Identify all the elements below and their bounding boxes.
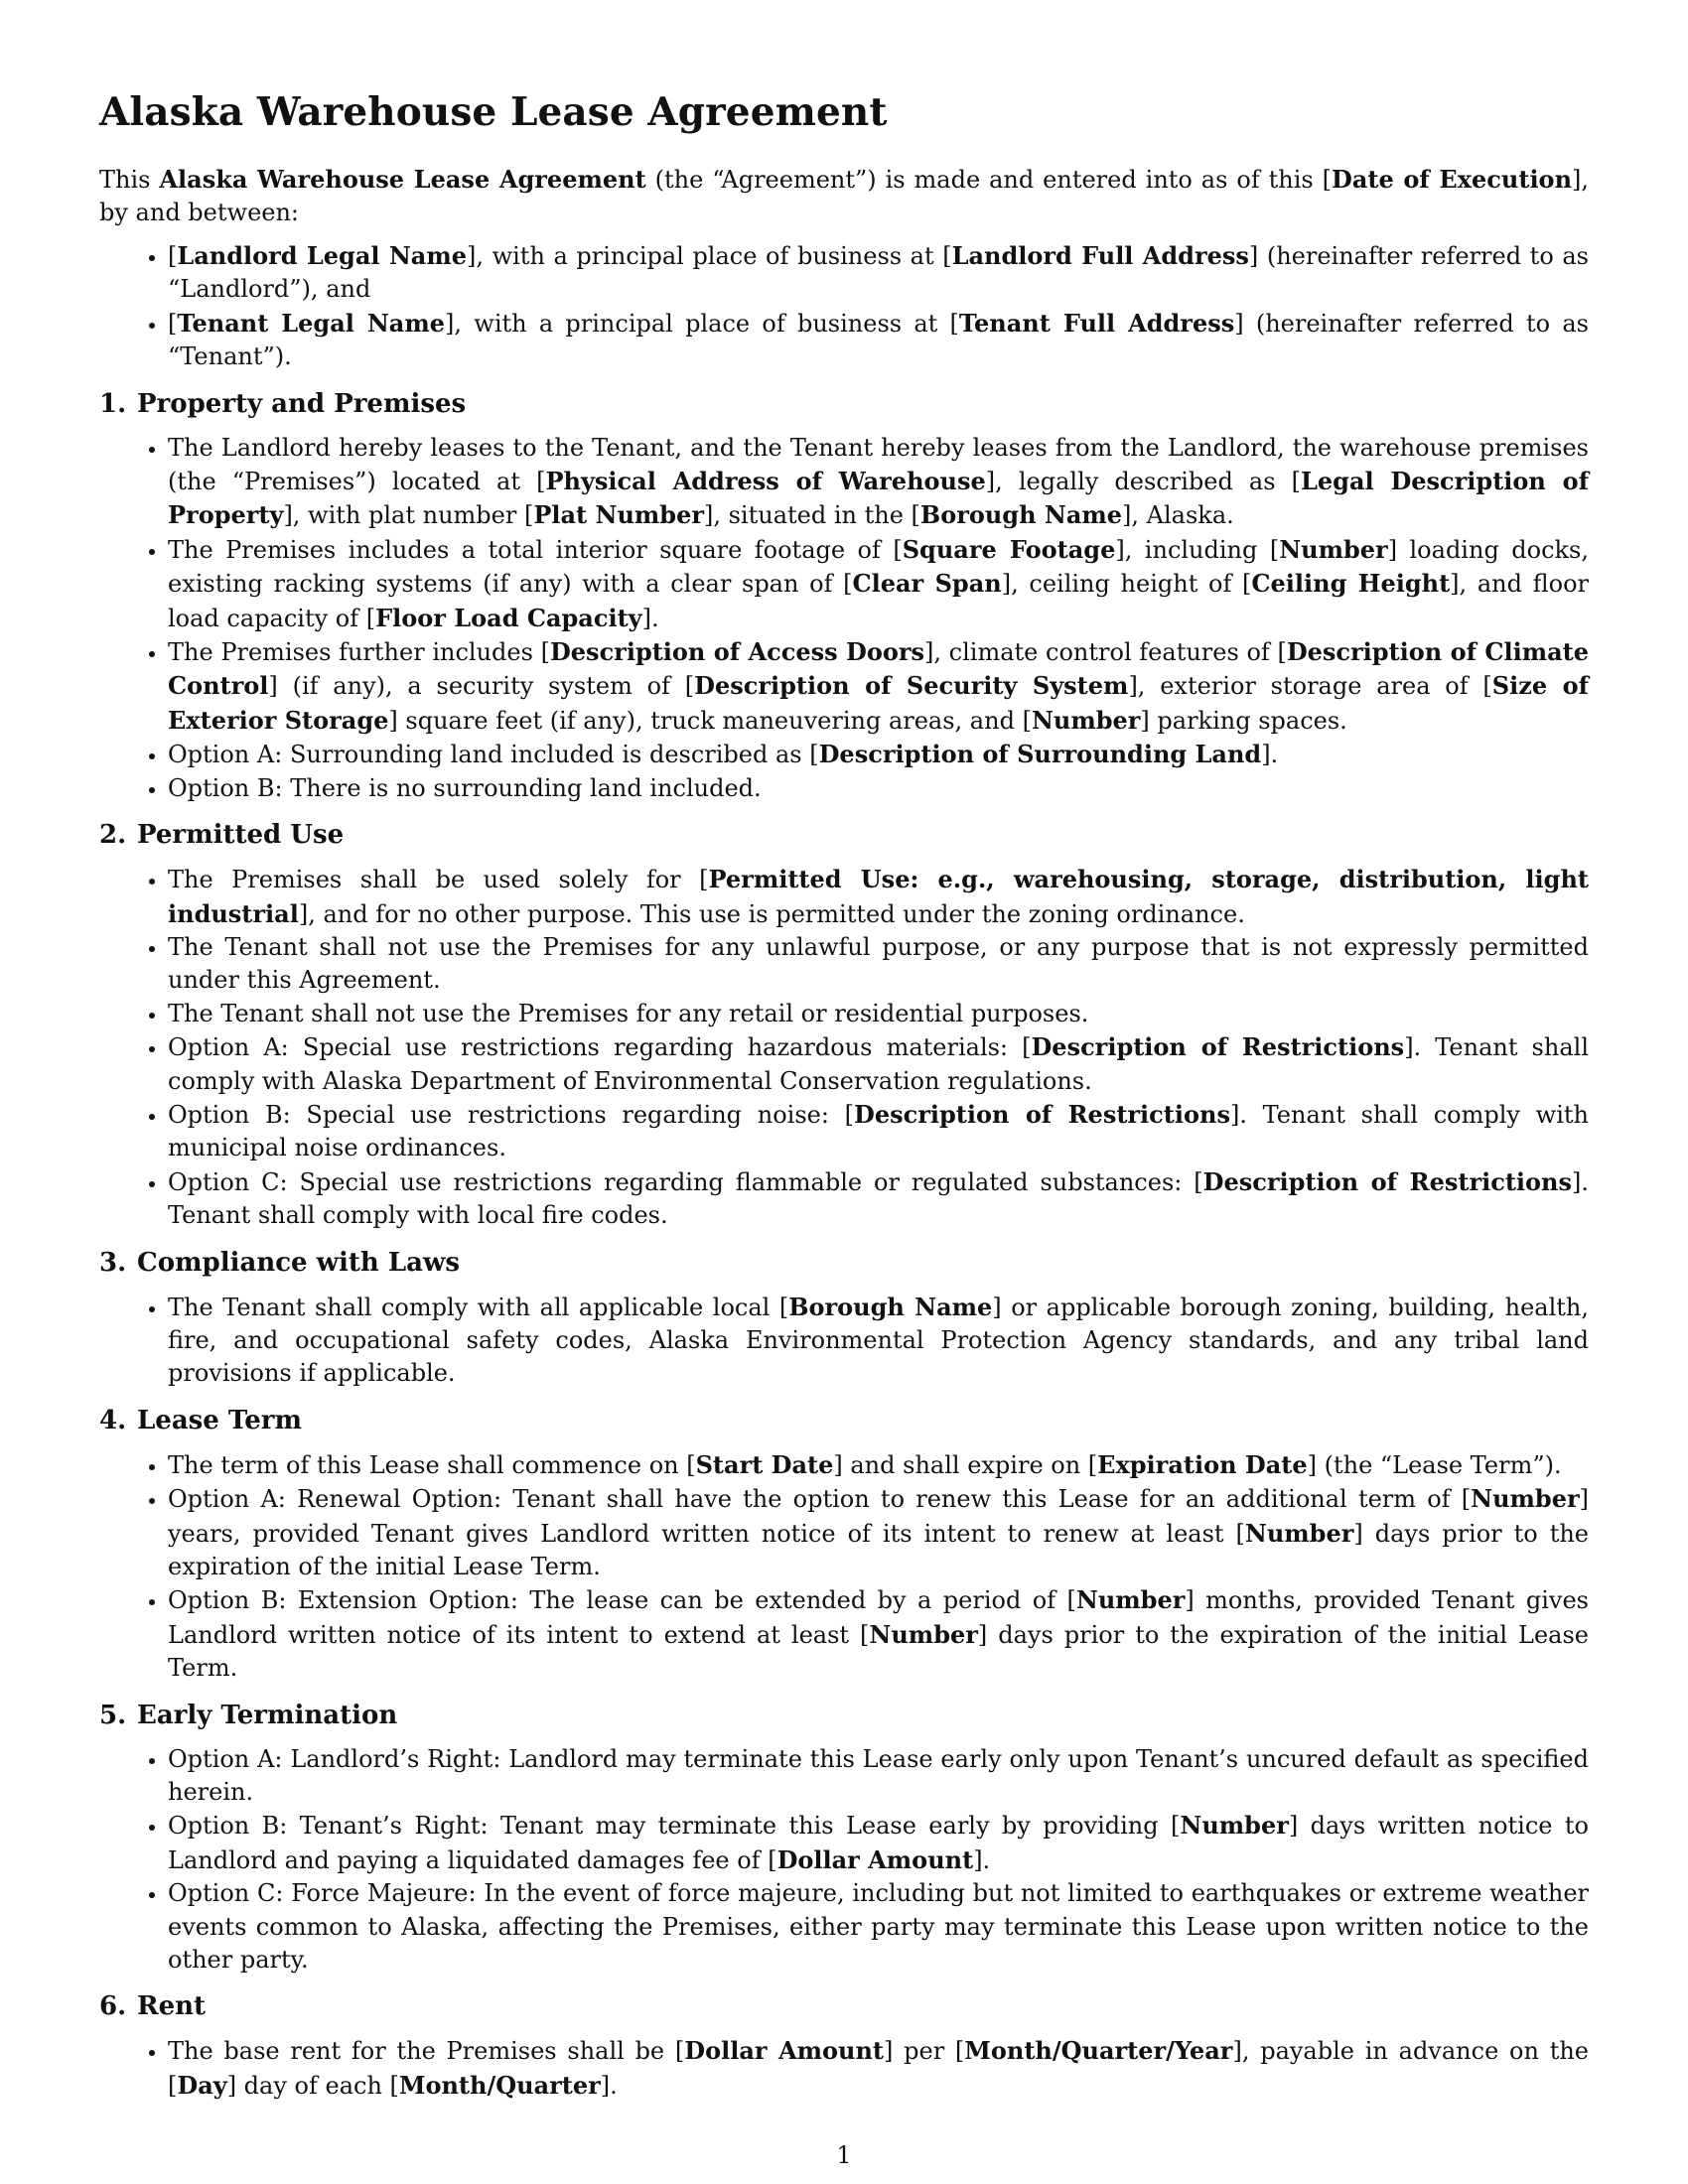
- placeholder-field: Alaska Warehouse Lease Agreement: [159, 165, 646, 194]
- text-run: ], including [: [1115, 535, 1280, 564]
- party-item: [168, 239, 1589, 307]
- text-run: Option B: Tenant’s Right: Tenant may terminate this Lease early by providing [: [168, 1812, 1181, 1841]
- text-run: ].: [600, 2071, 618, 2100]
- text-run: Option A: Surrounding land included is described as [: [168, 741, 819, 769]
- document-page: [99, 87, 1589, 2115]
- text-run: ] days written notice to Landlord and paying a liquidated damages fee of [: [168, 1812, 1589, 1874]
- text-run: Option A: Renewal Option: Tenant shall have the option to renew this Lease for an additional term of [: [168, 1485, 1472, 1514]
- section-list: [99, 1743, 1589, 1978]
- text-run: ], with a principal place of business at [: [445, 309, 959, 338]
- list-item: [168, 1743, 1589, 1810]
- section-title: Lease Term: [137, 1405, 303, 1435]
- text-run: ] days prior to the expiration of the initial Lease Term.: [168, 1620, 1590, 1683]
- intro-paragraph: [99, 163, 1589, 229]
- text-run: Option B: There is no surrounding land included.: [168, 773, 762, 802]
- text-run: ] (the “Lease Term”).: [1307, 1450, 1562, 1479]
- list-item: [168, 772, 1589, 805]
- text-run: ], Alaska.: [1122, 501, 1234, 530]
- section-list: [99, 1291, 1589, 1391]
- placeholder-field: Landlord Legal Name: [177, 241, 467, 270]
- placeholder-field: Number: [1471, 1484, 1580, 1514]
- text-run: The Landlord hereby leases to the Tenant, and the Tenant hereby leases from the Landlord, the warehouse premises (the “Premises”) located at [: [168, 433, 1589, 496]
- text-run: The term of this Lease shall commence on [: [168, 1450, 696, 1479]
- list-item: [168, 635, 1589, 738]
- placeholder-field: Number: [1180, 1811, 1289, 1841]
- section-heading: [99, 817, 1589, 853]
- placeholder-field: Permitted Use: e.g., warehousing, storage, distribution, light industrial: [168, 865, 1589, 928]
- placeholder-field: Description of Surrounding Land: [818, 740, 1262, 769]
- parties-list: [99, 239, 1589, 374]
- placeholder-field: Day: [177, 2070, 227, 2100]
- list-item: [168, 1165, 1589, 1233]
- text-run: ], with a principal place of business at [: [466, 242, 952, 270]
- text-run: ] or applicable borough zoning, building, health, fire, and occupational safety codes, Alaska Environmental Protection Agency standards, and any tribal land provisions if applicable.: [168, 1293, 1589, 1388]
- placeholder-field: Clear Span: [852, 569, 1002, 599]
- placeholder-field: Description of Security System: [694, 671, 1129, 701]
- placeholder-field: Legal Description of Property: [168, 467, 1590, 530]
- section-heading: [99, 1245, 1589, 1281]
- section-heading: [99, 1698, 1589, 1733]
- text-run: The Tenant shall not use the Premises for any unlawful purpose, or any purpose that is not expressly permitted under this Agreement.: [168, 932, 1589, 995]
- section-number: 3.: [99, 1247, 127, 1278]
- placeholder-field: Date of Execution: [1332, 165, 1573, 194]
- text-run: This: [99, 166, 160, 194]
- text-run: ], and floor load capacity of [: [168, 570, 1590, 632]
- text-run: Option B: Extension Option: The lease can be extended by a period of [: [168, 1586, 1076, 1615]
- list-item: [168, 1482, 1589, 1583]
- section-heading: [99, 1403, 1589, 1438]
- section-heading: [99, 1988, 1589, 2024]
- placeholder-field: Month/Quarter/Year: [964, 2036, 1233, 2066]
- text-run: Option A: Landlord’s Right: Landlord may terminate this Lease early only upon Tenant’s uncured default as specified herein.: [168, 1744, 1589, 1807]
- placeholder-field: Physical Address of Warehouse: [545, 467, 986, 496]
- text-run: ]. Tenant shall comply with local fire codes.: [168, 1167, 1589, 1230]
- list-item: [168, 1291, 1589, 1391]
- placeholder-field: Number: [869, 1619, 978, 1649]
- placeholder-field: Month/Quarter: [398, 2070, 601, 2100]
- text-run: ] months, provided Tenant gives Landlord written notice of its intent to extend at least [: [168, 1586, 1589, 1649]
- section-title: Rent: [137, 1991, 207, 2022]
- list-item: [168, 1877, 1589, 1977]
- section-number: 2.: [99, 820, 127, 851]
- text-run: ] (if any), a security system of [: [268, 672, 695, 701]
- text-run: ], by and between:: [99, 166, 1590, 226]
- placeholder-field: Floor Load Capacity: [375, 603, 642, 632]
- text-run: [: [168, 242, 178, 270]
- section-number: 1.: [99, 388, 127, 419]
- text-run: ]. Tenant shall comply with municipal noise ordinances.: [168, 1100, 1589, 1162]
- section-heading: [99, 386, 1589, 422]
- list-item: [168, 1098, 1589, 1165]
- text-run: ], and for no other purpose. This use is permitted under the zoning ordinance.: [298, 899, 1245, 928]
- text-run: ], payable in advance on the [: [168, 2037, 1589, 2100]
- placeholder-field: Number: [1244, 1518, 1354, 1548]
- text-run: [: [168, 309, 178, 338]
- text-run: The Tenant shall comply with all applicable local [: [168, 1293, 789, 1321]
- list-item: [168, 432, 1589, 533]
- placeholder-field: Tenant Legal Name: [177, 308, 446, 338]
- placeholder-field: Description of Restrictions: [1031, 1032, 1405, 1062]
- document-title: Alaska Warehouse Lease Agreement: [99, 89, 888, 135]
- text-run: ], climate control features of [: [924, 638, 1287, 667]
- text-run: ].: [973, 1845, 991, 1874]
- text-run: ] parking spaces.: [1140, 706, 1347, 735]
- text-run: The Premises includes a total interior square footage of [: [168, 535, 903, 564]
- text-run: Option B: Special use restrictions regarding noise: [: [168, 1100, 854, 1129]
- text-run: The Premises shall be used solely for [: [168, 866, 709, 894]
- text-run: The base rent for the Premises shall be [: [168, 2037, 685, 2066]
- text-run: The Tenant shall not use the Premises for any retail or residential purposes.: [168, 999, 1089, 1027]
- section-title: Property and Premises: [137, 388, 467, 419]
- text-run: ] loading docks, existing racking systems (if any) with a clear span of [: [168, 535, 1590, 599]
- placeholder-field: Dollar Amount: [776, 1844, 974, 1874]
- list-item: [168, 1030, 1589, 1098]
- sections-container: [99, 386, 1589, 2104]
- text-run: ] and shall expire on [: [833, 1450, 1098, 1479]
- section-title: Early Termination: [137, 1700, 398, 1730]
- placeholder-field: Description of Access Doors: [549, 637, 925, 667]
- placeholder-field: Square Footage: [902, 534, 1116, 564]
- text-run: ], ceiling height of [: [1001, 570, 1252, 599]
- page-number: 1: [836, 2141, 852, 2169]
- text-run: ] per [: [884, 2037, 965, 2066]
- section-list: [99, 2034, 1589, 2103]
- text-run: ], legally described as [: [985, 468, 1302, 496]
- placeholder-field: Number: [1031, 705, 1141, 735]
- section-number: 5.: [99, 1700, 127, 1730]
- section-number: 4.: [99, 1405, 127, 1435]
- text-run: Option C: Force Majeure: In the event of force majeure, including but not limited to earthquakes or extreme weather events common to Alaska, affecting the Premises, either party may terminate this Lease upon written notice to the other party.: [168, 1879, 1589, 1975]
- text-run: ], situated in the [: [703, 501, 920, 530]
- section-list: [99, 1448, 1589, 1686]
- text-run: ] years, provided Tenant gives Landlord written notice of its intent to renew at least [: [168, 1485, 1589, 1548]
- section-list: [99, 863, 1589, 1232]
- text-run: ], exterior storage area of [: [1128, 672, 1492, 701]
- placeholder-field: Expiration Date: [1097, 1449, 1308, 1479]
- placeholder-field: Size of Exterior Storage: [168, 671, 1589, 735]
- text-run: ] days prior to the expiration of the initial Lease Term.: [168, 1519, 1589, 1580]
- placeholder-field: Number: [1075, 1585, 1186, 1615]
- list-item: [168, 1583, 1589, 1685]
- party-item: [168, 307, 1589, 374]
- list-item: [168, 998, 1589, 1030]
- placeholder-field: Description of Climate Control: [168, 637, 1589, 701]
- text-run: The Premises further includes [: [168, 638, 550, 667]
- placeholder-field: Description of Restrictions: [1202, 1166, 1572, 1196]
- placeholder-field: Landlord Full Address: [951, 241, 1249, 270]
- placeholder-field: Borough Name: [919, 500, 1123, 530]
- section-number: 6.: [99, 1991, 127, 2022]
- section-list: [99, 432, 1589, 805]
- text-run: ] day of each [: [226, 2071, 399, 2100]
- text-run: ] square feet (if any), truck maneuvering areas, and [: [388, 706, 1032, 735]
- placeholder-field: Ceiling Height: [1251, 569, 1451, 599]
- list-item: [168, 1448, 1589, 1482]
- placeholder-field: Description of Restrictions: [854, 1099, 1230, 1129]
- text-run: (the “Agreement”) is made and entered into as of this [: [645, 166, 1333, 194]
- placeholder-field: Number: [1279, 534, 1388, 564]
- text-run: ], with plat number [: [283, 501, 534, 530]
- section-title: Permitted Use: [137, 820, 345, 851]
- list-item: [168, 931, 1589, 998]
- list-item: [168, 863, 1589, 931]
- text-run: Option A: Special use restrictions regarding hazardous materials: [: [168, 1033, 1032, 1062]
- placeholder-field: Tenant Full Address: [958, 308, 1235, 338]
- list-item: [168, 533, 1589, 635]
- section-title: Compliance with Laws: [137, 1247, 461, 1278]
- placeholder-field: Borough Name: [788, 1292, 993, 1321]
- placeholder-field: Dollar Amount: [684, 2036, 885, 2066]
- placeholder-field: Plat Number: [533, 500, 704, 530]
- text-run: ]. Tenant shall comply with Alaska Department of Environmental Conservation regulations.: [168, 1033, 1589, 1095]
- list-item: [168, 1809, 1589, 1877]
- text-run: ].: [1261, 741, 1279, 769]
- text-run: ].: [641, 604, 659, 632]
- text-run: Option C: Special use restrictions regarding flammable or regulated substances: [: [168, 1167, 1203, 1196]
- placeholder-field: Start Date: [695, 1449, 834, 1479]
- list-item: [168, 738, 1589, 771]
- list-item: [168, 2034, 1589, 2103]
- text-run: ] (hereinafter referred to as “Landlord”), and: [168, 242, 1589, 304]
- text-run: ] (hereinafter referred to as “Tenant”).: [168, 309, 1589, 371]
